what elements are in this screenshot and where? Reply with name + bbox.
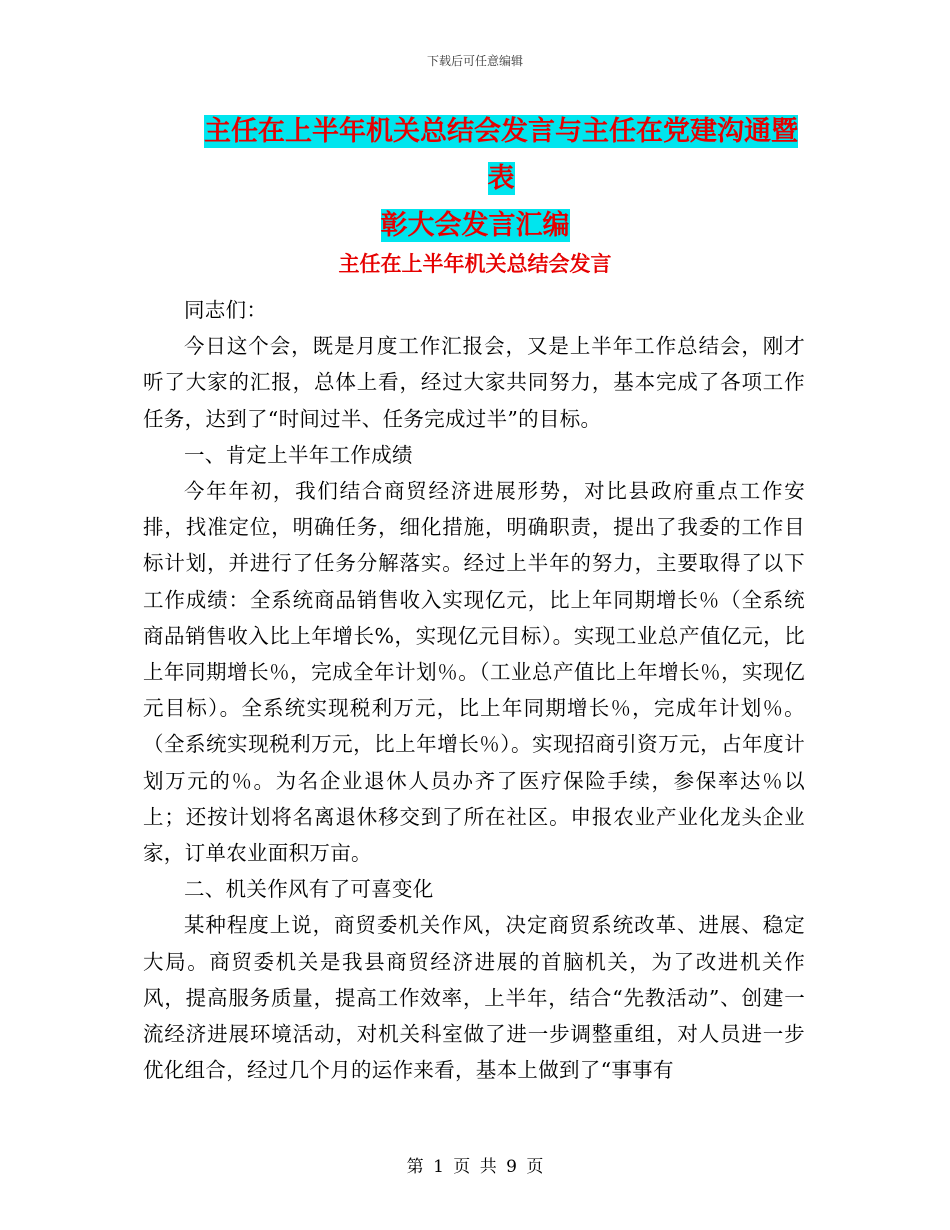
document-title-line-1: 主任在上半年机关总结会发言与主任在党建沟通暨表 [204,116,798,194]
document-body [143,292,805,1088]
page-footer: 第 1 页 共 9 页 [406,1157,544,1177]
document-title-line-2: 彰大会发言汇编 [380,210,570,241]
page-header-note: 下载后可任意编辑 [426,54,523,68]
salutation: 同志们： [184,298,268,322]
body-paragraph: 某种程度上说，商贸委机关作风，决定商贸系统改革、进展、稳定大局。商贸委机关是我县商贸经济进展的首脑机关，为了改进机关作风，提高服务质量，提高工作效率，上半年，结合“先教活动”、创建一流经济进展环境活动，对机关科室做了进一步调整重组，对人员进一步优化组合，经过几个月的运作来看，基本上做到了“事事有 [143,913,805,1083]
section-heading: 一、肯定上半年工作成绩 [184,442,413,467]
body-paragraph: 今日这个会，既是月度工作汇报会，又是上半年工作总结会，刚才听了大家的汇报，总体上看，经过大家共同努力，基本完成了各项工作任务，达到了“时间过半、任务完成过半”的目标。 [143,334,805,431]
body-paragraph: 今年年初，我们结合商贸经济进展形势，对比县政府重点工作安排，找准定位，明确任务，细化措施，明确职责，提出了我委的工作目标计划，并进行了任务分解落实。经过上半年的努力，主要取得了以下工作成绩：全系统商品销售收入实现亿元，比上年同期增长％（全系统商品销售收入比上年增长%，实现亿元目标）。实现工业总产值亿元，比上年同期增长％，完成全年计划％。（工业总产值比上年增长％，实现亿元目标）。全系统实现税利万元，比上年同期增长％，完成年计划％。（全系统实现税利万元，比上年增长％）。实现招商引资万元，占年度计划万元的％。为名企业退休人员办齐了医疗保险手续，参保率达％以上；还按计划将名离退休移交到了所在社区。申报农业产业化龙头企业家，订单农业面积万亩。 [143,479,805,866]
section-heading: 二、机关作风有了可喜变化 [184,877,434,902]
document-title [140,108,810,249]
section-title: 主任在上半年机关总结会发言 [338,252,612,276]
